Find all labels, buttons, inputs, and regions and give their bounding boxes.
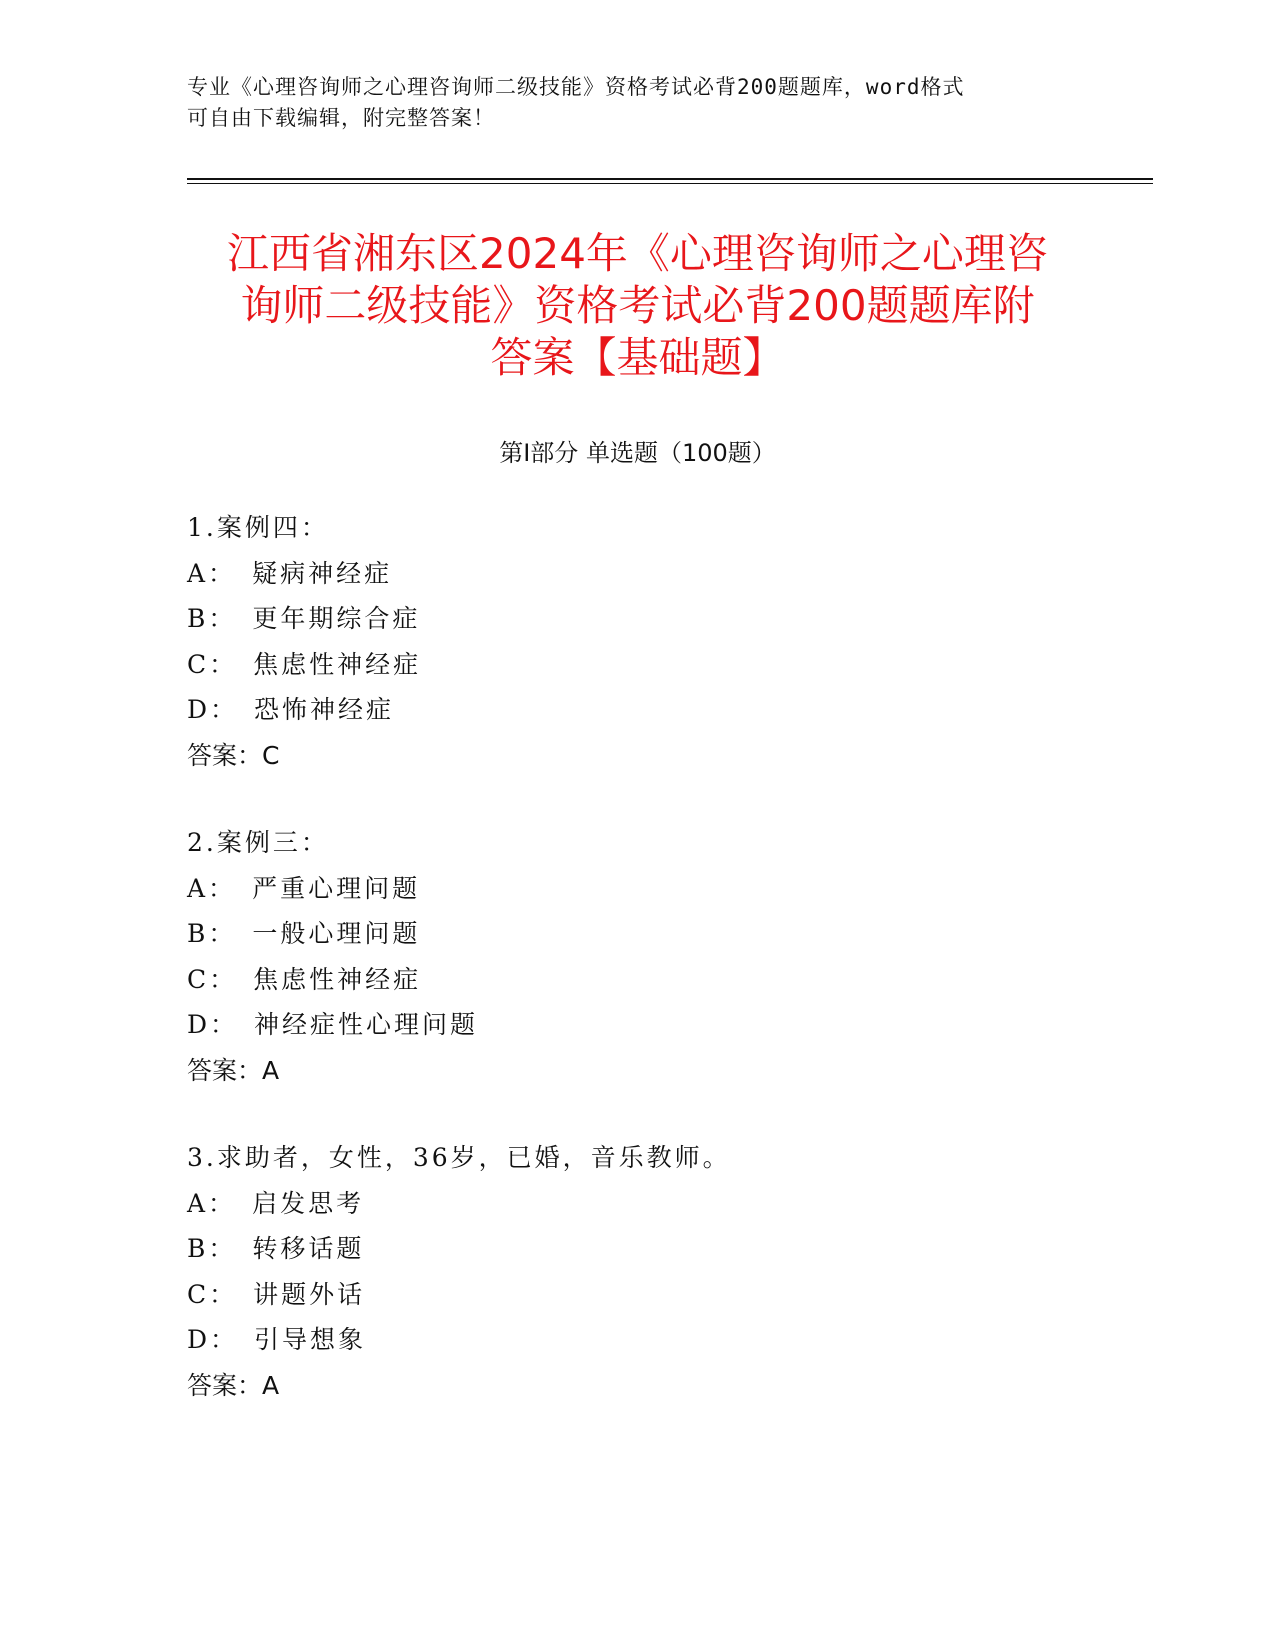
question-block — [187, 1135, 1087, 1408]
option-b — [187, 1226, 1087, 1272]
option-text: 讲题外话 — [253, 1279, 366, 1309]
option-text: 启发思考 — [252, 1188, 365, 1218]
option-key: B： — [187, 919, 237, 948]
question-block — [187, 505, 1087, 778]
option-a — [187, 866, 1087, 912]
document-title-line-1: 江西省湘东区2024年《心理咨询师之心理咨 — [227, 229, 1048, 278]
option-key: C： — [187, 649, 238, 679]
option-key: C： — [187, 964, 238, 994]
option-d — [187, 687, 1087, 733]
option-text: 严重心理问题 — [252, 873, 421, 903]
option-key: C： — [187, 1279, 238, 1309]
header-note — [187, 72, 1107, 134]
option-key: D： — [187, 1010, 239, 1039]
document-title-line-3: 答案【基础题】 — [490, 333, 785, 382]
document-title — [160, 228, 1115, 384]
question-block — [187, 820, 1087, 1093]
answer-line: 答案：A — [187, 1055, 280, 1085]
option-key: B： — [187, 604, 237, 633]
option-c — [187, 957, 1087, 1003]
option-a — [187, 1181, 1087, 1227]
option-text: 神经症性心理问题 — [254, 1010, 479, 1039]
answer-line: 答案：A — [187, 1370, 280, 1400]
question-stem: 3.求助者，女性，36岁，已婚，音乐教师。 — [187, 1143, 731, 1172]
section-heading: 第Ⅰ部分 单选题（100题） — [499, 439, 776, 467]
option-text: 转移话题 — [252, 1234, 365, 1263]
option-key: B： — [187, 1234, 237, 1263]
option-text: 疑病神经症 — [252, 558, 393, 588]
option-key: A： — [187, 558, 237, 588]
option-text: 恐怖神经症 — [254, 695, 395, 724]
option-text: 一般心理问题 — [252, 919, 421, 948]
option-c — [187, 642, 1087, 688]
option-b — [187, 911, 1087, 957]
option-text: 焦虑性神经症 — [253, 964, 422, 994]
option-key: D： — [187, 1325, 239, 1354]
answer-line: 答案：C — [187, 740, 280, 770]
header-divider-thick — [187, 178, 1153, 180]
question-stem: 2.案例三： — [187, 828, 329, 857]
question-stem: 1.案例四： — [187, 513, 329, 542]
header-note-line-2: 可自由下载编辑，附完整答案！ — [187, 106, 495, 130]
option-b — [187, 596, 1087, 642]
option-key: D： — [187, 695, 239, 724]
option-text: 更年期综合症 — [252, 604, 421, 633]
header-note-line-1: 专业《心理咨询师之心理咨询师二级技能》资格考试必背200题题库，word格式 — [187, 75, 965, 99]
option-text: 引导想象 — [254, 1325, 367, 1354]
option-c — [187, 1272, 1087, 1318]
header-divider-thin — [187, 183, 1153, 184]
document-title-line-2: 询师二级技能》资格考试必背200题题库附 — [240, 281, 1035, 330]
option-d — [187, 1317, 1087, 1363]
option-text: 焦虑性神经症 — [253, 649, 422, 679]
option-a — [187, 551, 1087, 597]
option-d — [187, 1002, 1087, 1048]
option-key: A： — [187, 1188, 237, 1218]
option-key: A： — [187, 873, 237, 903]
